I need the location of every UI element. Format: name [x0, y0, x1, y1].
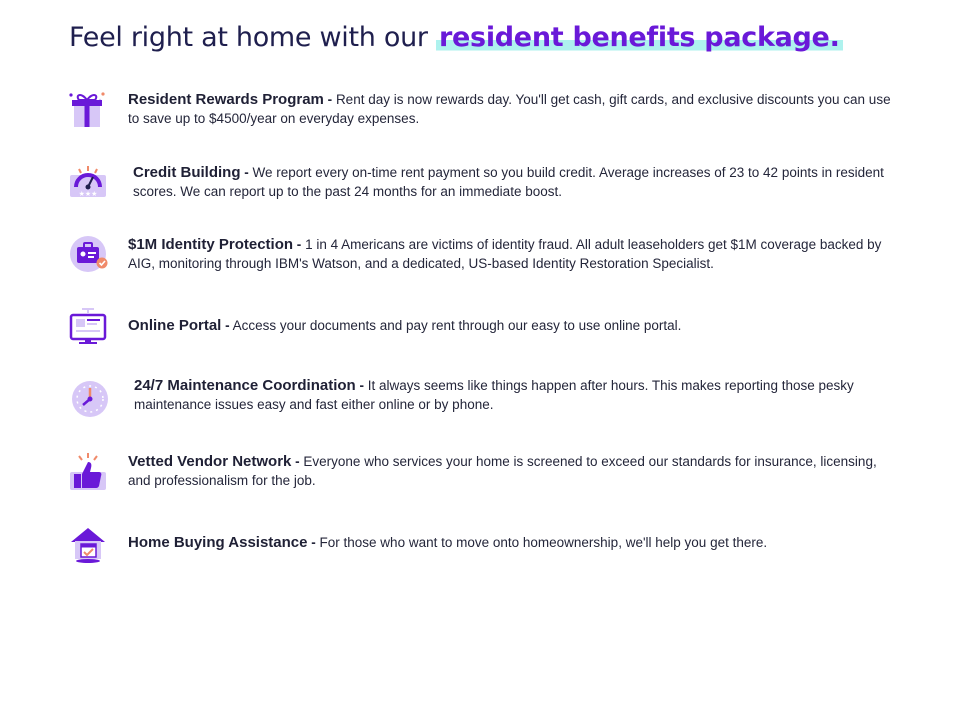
benefit-text: Vetted Vendor Network - Everyone who services your home is screened to exceed our standards for insurance, licensing, and professionalism for the job. — [128, 453, 877, 488]
benefit-text: $1M Identity Protection - 1 in 4 Americans are victims of identity fraud. All adult leaseholders get $1M coverage backed by AIG, monitoring through IBM's Watson, and a dedicated, US-based Identity Restoration Specialist. — [128, 236, 882, 271]
house-calendar-icon — [68, 524, 108, 564]
benefit-title: Home Buying Assistance — [128, 534, 308, 551]
page-headline — [69, 22, 843, 53]
benefit-text: Online Portal - Access your documents and pay rent through our easy to use online portal. — [128, 317, 682, 334]
benefit-text: Home Buying Assistance - For those who want to move onto homeownership, we'll help you get there. — [128, 534, 768, 551]
svg-text:★★★: ★★★ — [78, 190, 98, 198]
credit-gauge-icon — [68, 161, 108, 201]
benefit-text: Resident Rewards Program - Rent day is now rewards day. You'll get cash, gift cards, and exclusive discounts you can use to save up to $4500/year on everyday expenses. — [128, 91, 891, 126]
identity-badge-icon — [69, 234, 109, 274]
benefit-description: We report every on-time rent payment so you build credit. Average increases of 23 to 42 points in resident scores. We can report up to the past 24 months for an immediate boost. — [133, 165, 884, 199]
benefit-title: Credit Building — [133, 164, 241, 181]
benefit-title: Vetted Vendor Network — [128, 453, 292, 470]
benefit-description: 1 in 4 Americans are victims of identity fraud. All adult leaseholders get $1M coverage backed by AIG, monitoring through IBM's Watson, and a dedicated, US-based Identity Restoration Specialist. — [128, 237, 882, 271]
clock-icon — [70, 379, 110, 419]
benefit-title: $1M Identity Protection — [128, 236, 294, 253]
benefit-description: Access your documents and pay rent through our easy to use online portal. — [232, 318, 682, 333]
headline-lead: Feel right at home with our — [69, 22, 428, 53]
benefit-text: 24/7 Maintenance Coordination - It always seems like things happen after hours. This makes reporting those pesky maintenance issues easy and fast either online or by phone. — [134, 377, 854, 412]
thumbs-up-icon — [68, 452, 108, 492]
benefit-text: Credit Building - We report every on-time rent payment so you build credit. Average increases of 23 to 42 points in resident scores. We can report up to the past 24 months for an immediate boost. — [133, 164, 884, 199]
benefit-title: 24/7 Maintenance Coordination — [134, 377, 356, 394]
benefit-title: Resident Rewards Program — [128, 91, 324, 108]
headline-highlight: resident benefits package. — [436, 22, 843, 53]
benefit-title: Online Portal — [128, 317, 222, 334]
computer-portal-icon — [68, 306, 108, 346]
benefit-description: Everyone who services your home is screened to exceed our standards for insurance, licensing, and professionalism for the job. — [128, 454, 877, 488]
gift-icon — [67, 89, 107, 129]
benefit-description: For those who want to move onto homeownership, we'll help you get there. — [319, 535, 768, 550]
benefit-description: It always seems like things happen after hours. This makes reporting those pesky maintenance issues easy and fast either online or by phone. — [134, 378, 854, 412]
benefit-description: Rent day is now rewards day. You'll get cash, gift cards, and exclusive discounts you can use to save up to $4500/year on everyday expenses. — [128, 92, 891, 126]
